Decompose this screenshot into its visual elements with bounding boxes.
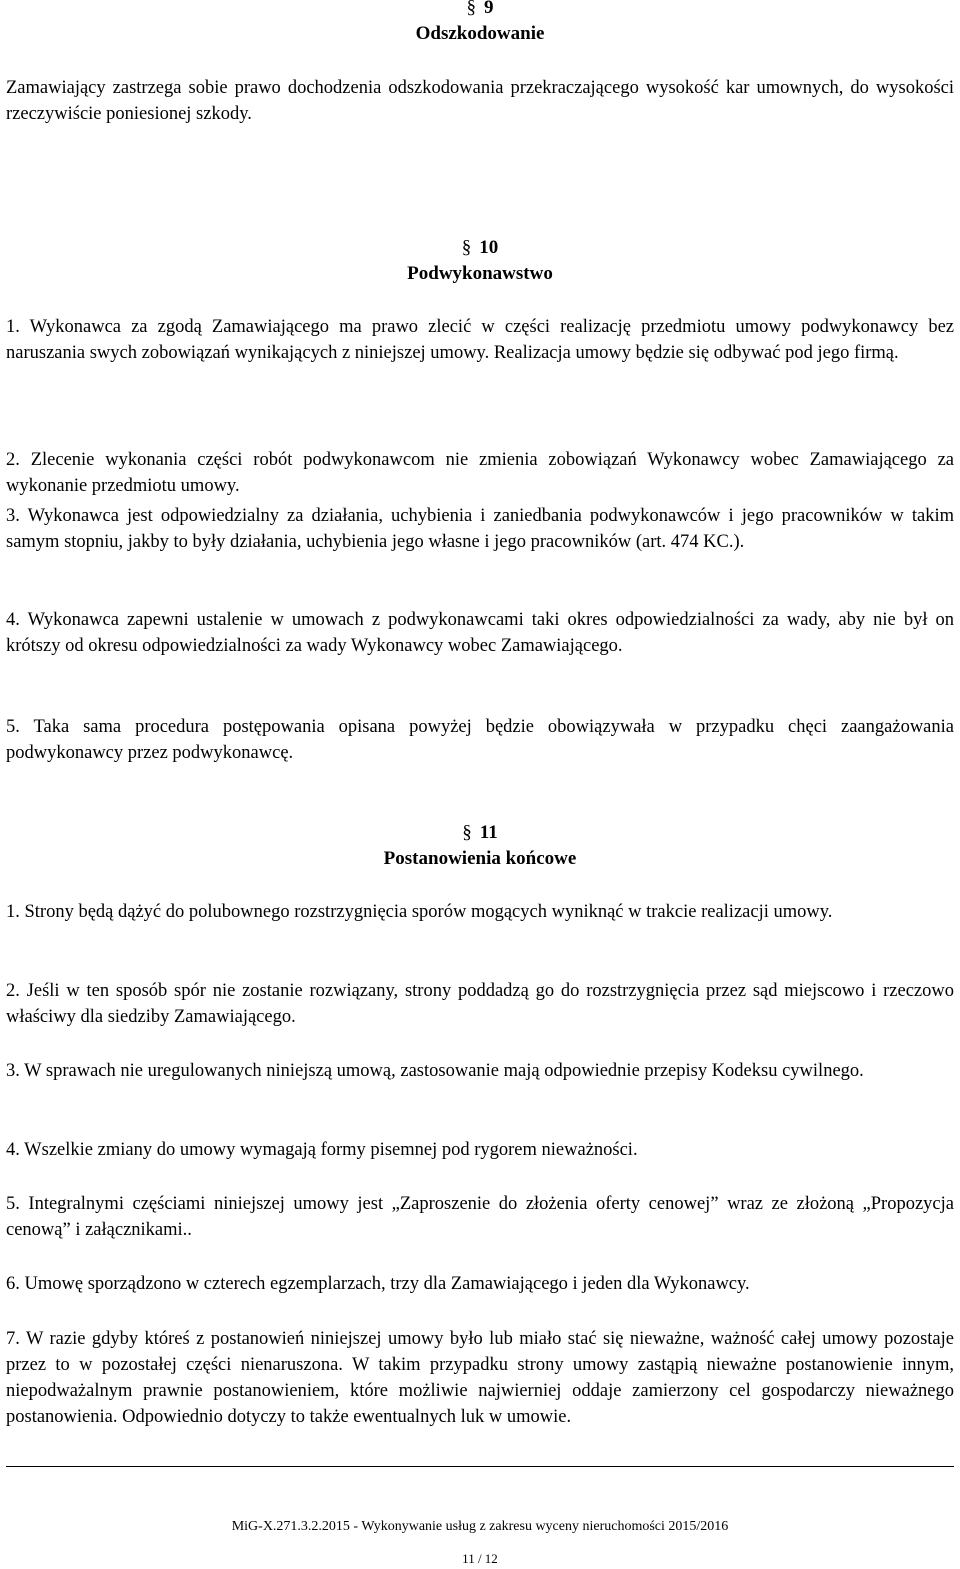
section-11-point-5: 5. Integralnymi częściami niniejszej umowy jest „Zaproszenie do złożenia oferty cenowej” wraz ze złożoną „Propozycja cenową” i załącznikami..	[6, 1194, 954, 1240]
section-11-point-1: 1. Strony będą dążyć do polubownego rozstrzygnięcia sporów mogących wyniknąć w trakcie realizacji umowy.	[6, 902, 833, 922]
section-11-point-6: 6. Umowę sporządzono w czterech egzemplarzach, trzy dla Zamawiającego i jeden dla Wykonawcy.	[6, 1274, 750, 1294]
section-10-point-2: 2. Zlecenie wykonania części robót podwykonawcom nie zmienia zobowiązań Wykonawcy wobec Zamawiającego za wykonanie przedmiotu umowy.	[6, 450, 954, 496]
section-10-number: 10	[479, 237, 499, 258]
section-9-text: Zamawiający zastrzega sobie prawo dochodzenia odszkodowania przekraczającego wysokość kar umownych, do wysokości rzeczywiście poniesionej szkody.	[6, 78, 954, 124]
section-11-point-4: 4. Wszelkie zmiany do umowy wymagają formy pisemnej pod rygorem nieważności.	[6, 1140, 638, 1160]
section-10-point-5: 5. Taka sama procedura postępowania opisana powyżej będzie obowiązywała w przypadku chęci zaangażowania podwykonawcy przez podwykonawcę.	[6, 717, 954, 763]
paragraph-symbol: §	[466, 0, 476, 18]
section-9-title: Odszkodowanie	[415, 23, 545, 44]
section-10-number-line	[0, 235, 960, 261]
section-9-heading	[0, 0, 960, 47]
section-10-point-4: 4. Wykonawca zapewni ustalenie w umowach z podwykonawcami taki okres odpowiedzialności za wady, aby nie był on krótszy od okresu odpowiedzialności za wady Wykonawcy wobec Zamawiającego.	[6, 610, 954, 656]
section-11-number-line	[0, 820, 960, 846]
section-9-number-line	[0, 0, 960, 21]
footer-reference: MiG-X.271.3.2.2015 - Wykonywanie usług z zakresu wyceny nieruchomości 2015/2016	[231, 1519, 729, 1534]
section-10-title: Podwykonawstwo	[407, 263, 553, 284]
section-11-heading	[0, 820, 960, 872]
section-11-point-7: 7. W razie gdyby któreś z postanowień niniejszej umowy było lub miało stać się nieważne, ważność całej umowy pozostaje przez to w pozostałej części nienaruszona. W takim przypadku strony umowy zastąpią nieważne postanowienie innym, niepodważalnym prawnie postanowieniem, które możliwie najwierniej oddaje zamierzony cel gospodarczy nieważnego postanowienia. Odpowiednio dotyczy to także ewentualnych luk w umowie.	[6, 1329, 954, 1427]
paragraph-symbol: §	[461, 237, 472, 258]
page-number: 11 / 12	[462, 1551, 498, 1566]
section-11-title: Postanowienia końcowe	[383, 848, 577, 869]
section-11-point-2: 2. Jeśli w ten sposób spór nie zostanie rozwiązany, strony poddadzą go do rozstrzygnięcia przez sąd miejscowo i rzeczowo właściwy dla siedziby Zamawiającego.	[6, 981, 954, 1027]
footer-divider	[6, 1466, 954, 1467]
section-9-number: 9	[484, 0, 494, 18]
section-10-heading	[0, 235, 960, 287]
section-10-point-3: 3. Wykonawca jest odpowiedzialny za działania, uchybienia i zaniedbania podwykonawców i jego pracowników w takim samym stopniu, jakby to były działania, uchybienia jego własne i jego pracowników (art. 474 KC.).	[6, 506, 954, 552]
paragraph-symbol: §	[462, 822, 472, 843]
section-11-point-3: 3. W sprawach nie uregulowanych niniejszą umową, zastosowanie mają odpowiednie przepisy Kodeksu cywilnego.	[6, 1061, 864, 1081]
section-10-point-1: 1. Wykonawca za zgodą Zamawiającego ma prawo zlecić w części realizację przedmiotu umowy podwykonawcy bez naruszania swych zobowiązań wynikających z niniejszej umowy. Realizacja umowy będzie się odbywać pod jego firmą.	[6, 317, 954, 363]
section-11-number: 11	[479, 822, 498, 843]
